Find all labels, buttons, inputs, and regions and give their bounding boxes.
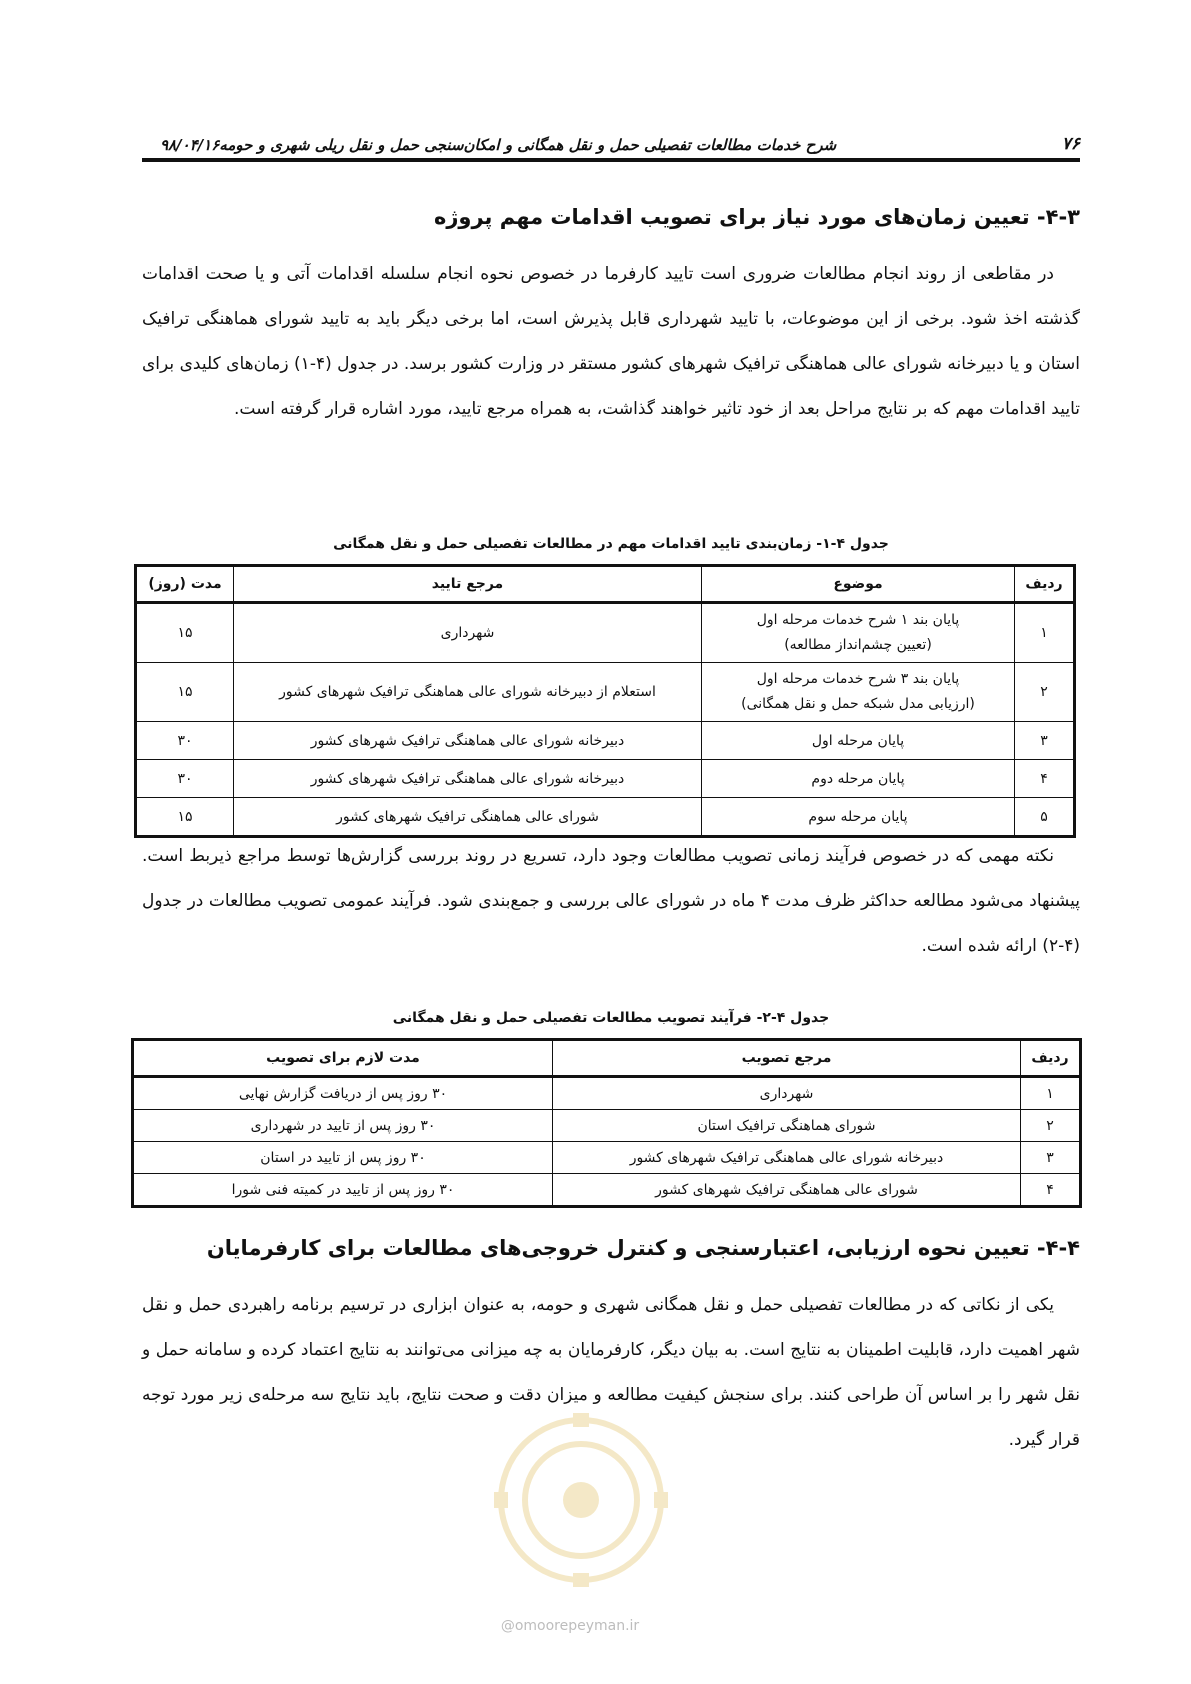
approval-schedule-table bbox=[134, 564, 1076, 838]
cell-duration: ۳۰ bbox=[136, 722, 234, 760]
table-row bbox=[136, 722, 1075, 760]
subject-line2: (تعیین چشم‌انداز مطالعه) bbox=[784, 637, 932, 653]
cell-row-index: ۴ bbox=[1015, 760, 1075, 798]
subject-line1: پایان بند ۳ شرح خدمات مرحله اول bbox=[756, 671, 960, 687]
section-4-4-paragraph: یکی از نکاتی که در مطالعات تفصیلی حمل و نقل همگانی شهری و حومه، به عنوان ابزاری در ترسیم برنامه راهبردی حمل و نقل شهر اهمیت دارد، قابلیت اطمینان به نتایج است. به بیان دیگر، کارفرمایان به چه میزانی می‌توانند به نتایج اعتماد کرده و سامانه حمل و نقل شهر را بر اساس آن طراحی کنند. برای سنجش کیفیت مطالعه و میزان دقت و صحت نتایج، باید نتایج سه مرحله‌ی زیر مورد توجه قرار گیرد. bbox=[142, 1295, 1080, 1450]
cell-reference: دبیرخانه شورای عالی هماهنگی ترافیک شهرهای کشور bbox=[553, 1142, 1021, 1174]
cell-subject: پایان مرحله دوم bbox=[702, 760, 1015, 798]
page-number: ۷۶ bbox=[1061, 134, 1080, 154]
cell-subject bbox=[702, 663, 1015, 722]
cell-duration: ۳۰ روز پس از تایید در استان bbox=[133, 1142, 553, 1174]
header-date: ۹۸/۰۴/۱۶ bbox=[160, 136, 220, 154]
table1-caption: جدول ۴-۱- زمان‌بندی تایید اقدامات مهم در مطالعات تفصیلی حمل و نقل همگانی bbox=[333, 536, 889, 552]
cell-duration: ۳۰ روز پس از تایید در کمیته فنی شورا bbox=[133, 1174, 553, 1207]
table-row bbox=[133, 1077, 1081, 1110]
cell-reference: دبیرخانه شورای عالی هماهنگی ترافیک شهرهای کشور bbox=[234, 760, 702, 798]
subject-line1: پایان بند ۱ شرح خدمات مرحله اول bbox=[756, 612, 960, 628]
header-row-index: ردیف bbox=[1021, 1040, 1081, 1077]
cell-row-index: ۱ bbox=[1015, 603, 1075, 663]
cell-reference: شورای عالی هماهنگی ترافیک شهرهای کشور bbox=[553, 1174, 1021, 1207]
table-row bbox=[133, 1110, 1081, 1142]
cell-reference: دبیرخانه شورای عالی هماهنگی ترافیک شهرهای کشور bbox=[234, 722, 702, 760]
cell-row-index: ۳ bbox=[1015, 722, 1075, 760]
cell-row-index: ۲ bbox=[1015, 663, 1075, 722]
header-duration: مدت لازم برای تصویب bbox=[133, 1040, 553, 1077]
table-row bbox=[133, 1174, 1081, 1207]
header-row-index: ردیف bbox=[1015, 566, 1075, 603]
approval-process-table bbox=[131, 1038, 1082, 1208]
table-row bbox=[133, 1142, 1081, 1174]
subject-line2: (ارزیابی مدل شبکه حمل و نقل همگانی) bbox=[741, 696, 975, 712]
cell-row-index: ۳ bbox=[1021, 1142, 1081, 1174]
watermark-logo bbox=[488, 1407, 674, 1593]
cell-row-index: ۲ bbox=[1021, 1110, 1081, 1142]
cell-subject: پایان مرحله اول bbox=[702, 722, 1015, 760]
header-reference: مرجع تصویب bbox=[553, 1040, 1021, 1077]
cell-row-index: ۴ bbox=[1021, 1174, 1081, 1207]
cell-duration: ۱۵ bbox=[136, 603, 234, 663]
cell-duration: ۱۵ bbox=[136, 798, 234, 837]
table-row bbox=[136, 760, 1075, 798]
cell-reference: استعلام از دبیرخانه شورای عالی هماهنگی ترافیک شهرهای کشور bbox=[234, 663, 702, 722]
cell-duration: ۳۰ روز پس از تایید در شهرداری bbox=[133, 1110, 553, 1142]
header-title: شرح خدمات مطالعات تفصیلی حمل و نقل همگانی و امکان‌سنجی حمل و نقل ریلی شهری و حومه bbox=[219, 136, 837, 154]
table2-caption: جدول ۴-۲- فرآیند تصویب مطالعات تفصیلی حمل و نقل همگانی bbox=[392, 1010, 830, 1026]
section-4-3-paragraph: در مقاطعی از روند انجام مطالعات ضروری است تایید کارفرما در خصوص نحوه انجام سلسله اقدامات آتی و یا صحت اقدامات گذشته اخذ شود. برخی از این موضوعات، با تایید شهرداری قابل پذیرش است، اما برخی دیگر باید به تایید شورای هماهنگی ترافیک استان و یا دبیرخانه شورای عالی هماهنگی ترافیک شهرهای کشور مستقر در وزارت کشور برسد. در جدول (۴-۱) زمان‌های کلیدی برای تایید اقدامات مهم که بر نتایج مراحل بعد از خود تاثیر خواهند گذاشت، به همراه مرجع تایید، مورد اشاره قرار گرفته است. bbox=[142, 264, 1080, 419]
header-title-group bbox=[142, 136, 836, 154]
cell-duration: ۱۵ bbox=[136, 663, 234, 722]
approval-process-paragraph: نکته مهمی که در خصوص فرآیند زمانی تصویب مطالعات وجود دارد، تسریع در روند بررسی گزارش‌ها توسط مراجع ذیربط است. پیشنهاد می‌شود مطالعه حداکثر ظرف مدت ۴ ماه در شورای عالی بررسی و جمع‌بندی شود. فرآیند عمومی تصویب مطالعات در جدول (۴-۲) ارائه شده است. bbox=[142, 846, 1080, 956]
table-row bbox=[136, 798, 1075, 837]
cell-subject: پایان مرحله سوم bbox=[702, 798, 1015, 837]
header-duration: مدت (روز) bbox=[136, 566, 234, 603]
table-header-row bbox=[133, 1040, 1081, 1077]
section-heading-4-4: ۴-۴- تعیین نحوه ارزیابی، اعتبارسنجی و کنترل خروجی‌های مطالعات برای کارفرمایان bbox=[206, 1236, 1080, 1260]
section-heading-4-3: ۴-۳- تعیین زمان‌های مورد نیاز برای تصویب اقدامات مهم پروژه bbox=[433, 205, 1080, 229]
cell-duration: ۳۰ روز پس از دریافت گزارش نهایی bbox=[133, 1077, 553, 1110]
cell-reference: شورای عالی هماهنگی ترافیک شهرهای کشور bbox=[234, 798, 702, 837]
cell-subject bbox=[702, 603, 1015, 663]
table-header-row bbox=[136, 566, 1075, 603]
cell-reference: شهرداری bbox=[553, 1077, 1021, 1110]
header-subject: موضوع bbox=[702, 566, 1015, 603]
cell-row-index: ۱ bbox=[1021, 1077, 1081, 1110]
table-row bbox=[136, 663, 1075, 722]
cell-reference: شهرداری bbox=[234, 603, 702, 663]
cell-row-index: ۵ bbox=[1015, 798, 1075, 837]
header-reference: مرجع تایید bbox=[234, 566, 702, 603]
cell-reference: شورای هماهنگی ترافیک استان bbox=[553, 1110, 1021, 1142]
table-row bbox=[136, 603, 1075, 663]
watermark-url: @omoorepeyman.ir bbox=[500, 1618, 640, 1634]
cell-duration: ۳۰ bbox=[136, 760, 234, 798]
page-header bbox=[142, 128, 1080, 162]
